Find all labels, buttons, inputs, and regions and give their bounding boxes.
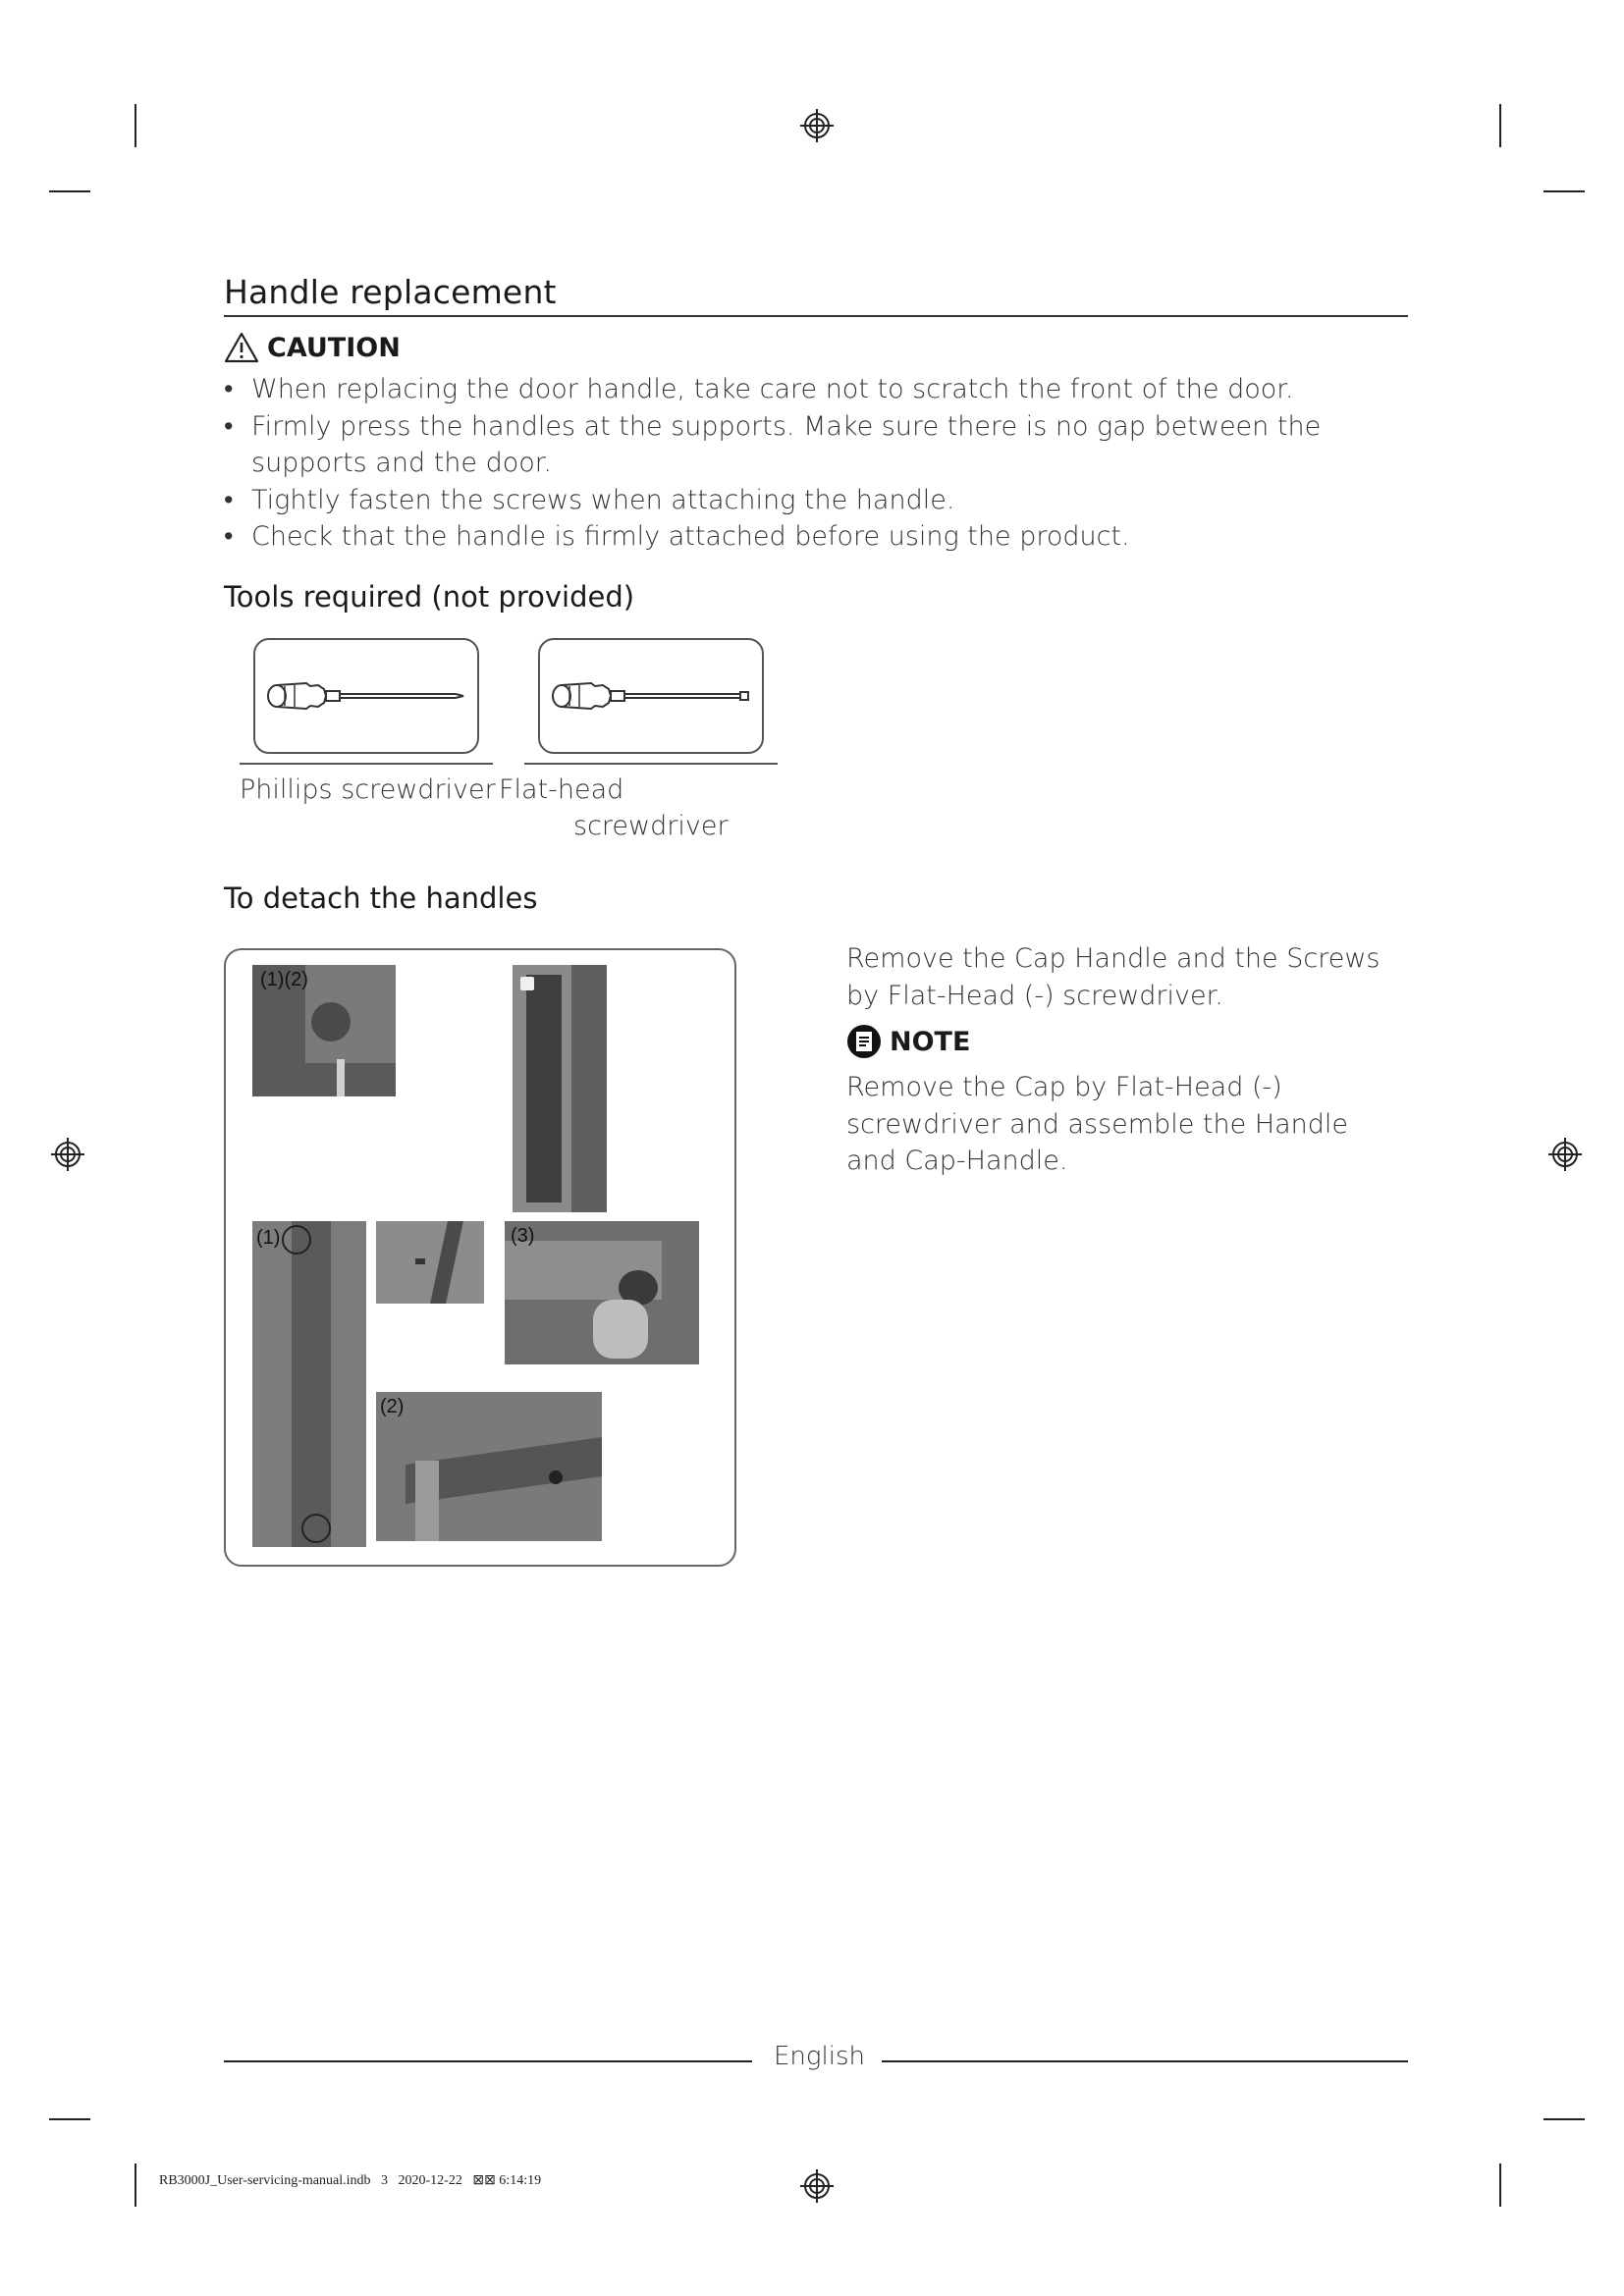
photo-tag: (2)	[380, 1396, 405, 1417]
photo-tag: (1)(2)	[260, 969, 308, 990]
handle-photo-panel	[224, 948, 736, 1567]
list-item: • Check that the handle is firmly attached before using the product.	[224, 518, 1412, 556]
caution-label: CAUTION	[267, 332, 401, 363]
note-icon	[846, 1024, 882, 1059]
list-item: • Firmly press the handles at the supports. Make sure there is no gap between the supports and the door.	[224, 408, 1420, 482]
crop-mark	[1543, 190, 1585, 192]
registration-mark-icon	[800, 109, 834, 142]
tool-divider	[240, 763, 493, 765]
caution-list	[224, 371, 1412, 556]
detach-heading: To detach the handles	[224, 881, 538, 915]
crop-mark	[135, 104, 136, 147]
print-slug: RB3000J_User-servicing-manual.indb 3 2020-12-22 ⊠⊠ 6:14:19	[159, 2173, 542, 2188]
flat-head-screwdriver-box	[538, 638, 764, 754]
footer-rule-left	[224, 2060, 752, 2062]
registration-mark-icon	[800, 2169, 834, 2203]
photo-tag: (1)	[256, 1227, 281, 1249]
note-text: Remove the Cap by Flat-Head (-) screwdriver and assemble the Handle and Cap-Handle.	[846, 1072, 1349, 1176]
flat-head-label-line2: screwdriver	[573, 811, 729, 841]
photo-cap-handle	[252, 965, 396, 1096]
page-title: Handle replacement	[224, 273, 557, 311]
tools-heading: Tools required (not provided)	[224, 580, 635, 614]
caution-header	[224, 332, 401, 363]
crop-mark	[49, 2118, 90, 2120]
phillips-screwdriver-icon	[255, 640, 477, 752]
flat-head-screwdriver-icon	[540, 640, 762, 752]
crop-mark	[1543, 2118, 1585, 2120]
note-label: NOTE	[890, 1026, 971, 1057]
phillips-label: Phillips screwdriver	[240, 774, 496, 805]
photo-handle-screws	[252, 1221, 366, 1547]
list-item: • When replacing the door handle, take care not to scratch the front of the door.	[224, 371, 1412, 408]
footer-language: English	[774, 2042, 865, 2071]
photo-remove-cap	[505, 1221, 699, 1364]
heading-rule	[224, 315, 1408, 317]
tool-divider	[524, 763, 778, 765]
note-header	[846, 1024, 970, 1059]
photo-tag: (3)	[511, 1225, 535, 1247]
photo-door-handle	[513, 965, 607, 1212]
warning-icon	[224, 332, 259, 363]
flat-head-label-line1: Flat-head	[499, 774, 624, 805]
detach-instruction: Remove the Cap Handle and the Screws by Flat-Head (-) screwdriver.	[846, 943, 1380, 1011]
crop-mark	[1499, 104, 1501, 147]
footer-rule-right	[882, 2060, 1408, 2062]
list-item: • Tightly fasten the screws when attaching the handle.	[224, 482, 1412, 519]
crop-mark	[49, 190, 90, 192]
registration-mark-icon	[1548, 1138, 1582, 1171]
crop-mark	[1499, 2163, 1501, 2207]
photo-screw-closeup	[376, 1221, 484, 1304]
crop-mark	[135, 2163, 136, 2207]
registration-mark-icon	[51, 1138, 84, 1171]
photo-handle-support	[376, 1392, 602, 1541]
phillips-screwdriver-box	[253, 638, 479, 754]
